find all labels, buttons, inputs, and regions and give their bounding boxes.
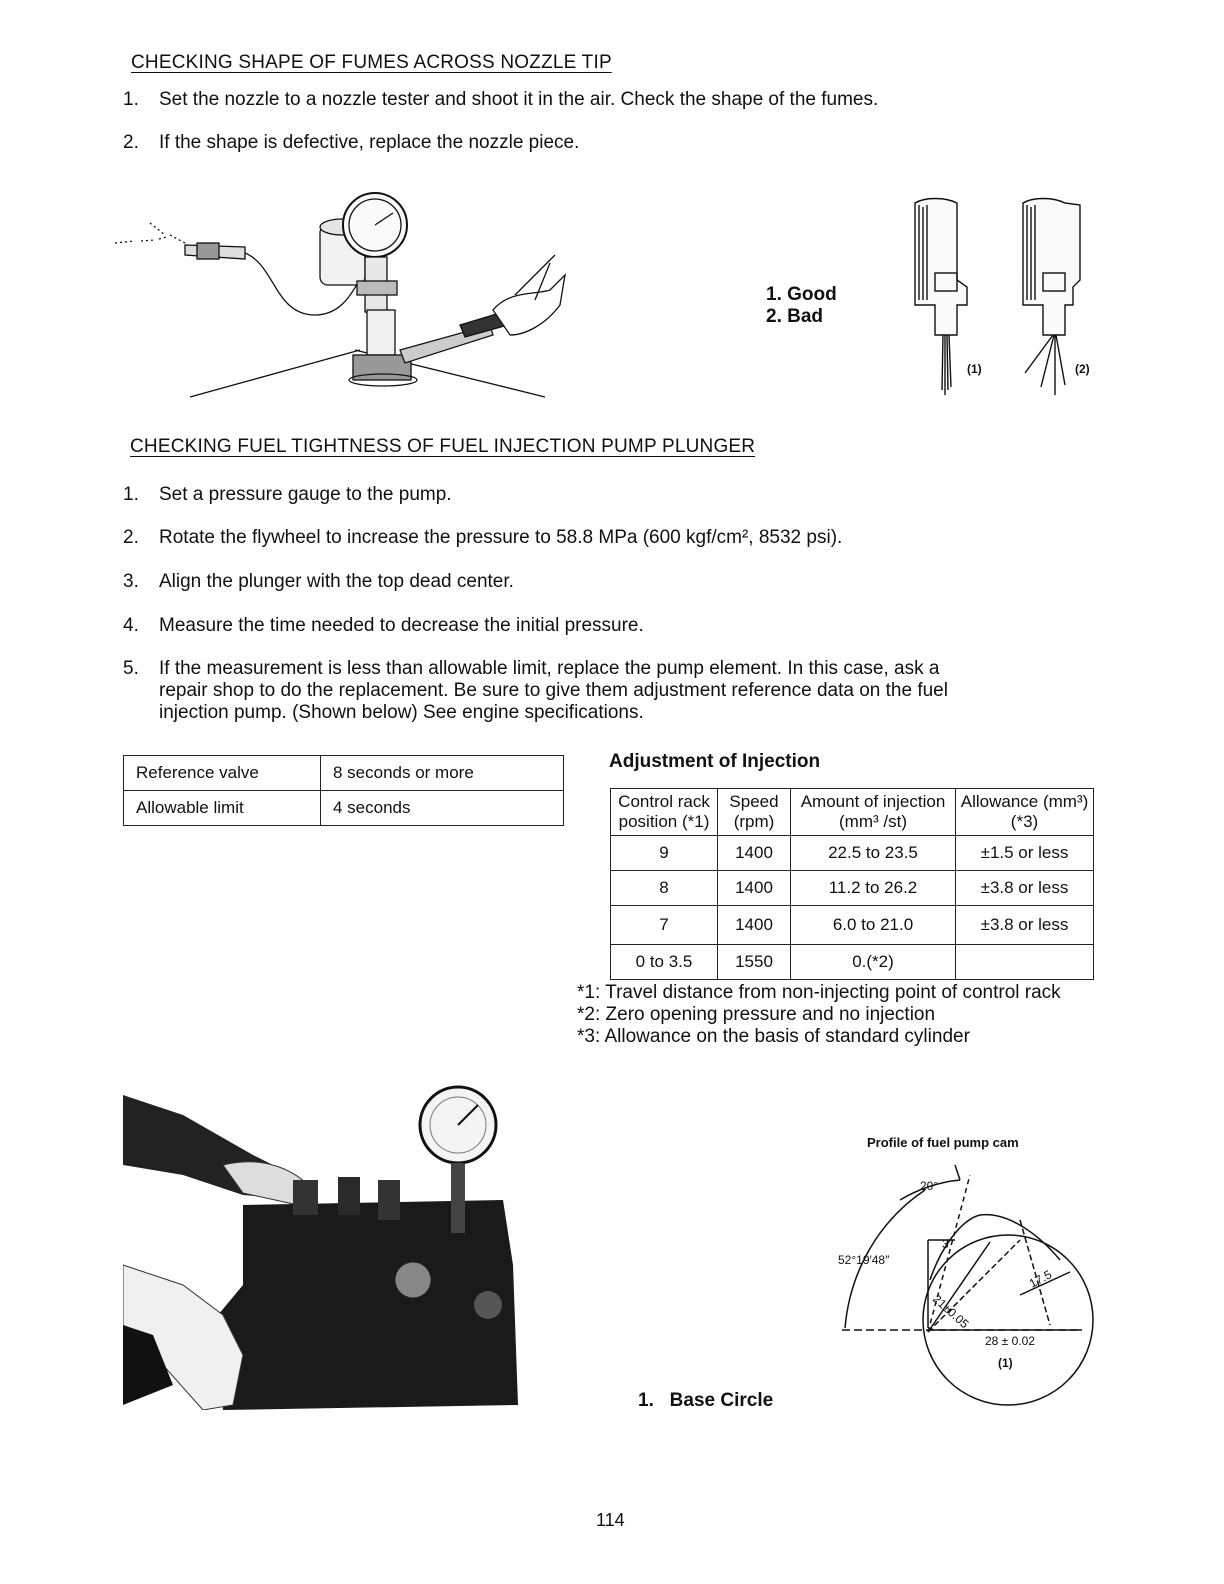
step-number: 1. bbox=[123, 89, 139, 110]
step-number: 1. bbox=[123, 484, 139, 505]
cam-dim-21: 21±0.05 bbox=[929, 1291, 972, 1332]
step-text: Rotate the flywheel to increase the pressure to 58.8 MPa (600 kgf/cm², 8532 psi). bbox=[159, 527, 843, 548]
step-number: 2. bbox=[123, 527, 139, 548]
step-number: 2. bbox=[123, 132, 139, 153]
table-cell: 7 bbox=[611, 906, 718, 945]
section2-heading: CHECKING FUEL TIGHTNESS OF FUEL INJECTION PUMP PLUNGER bbox=[130, 436, 756, 457]
section2-step-2 bbox=[123, 527, 1123, 551]
table-cell: 1400 bbox=[718, 836, 791, 871]
step-text: Set a pressure gauge to the pump. bbox=[159, 484, 452, 505]
section2-step-4 bbox=[123, 615, 1123, 639]
table-row bbox=[611, 836, 1094, 871]
table-cell: ±1.5 or less bbox=[956, 836, 1094, 871]
step-number: 5. bbox=[123, 658, 139, 679]
table-row bbox=[124, 791, 564, 826]
step-number: 3. bbox=[123, 571, 139, 592]
cam-dim-3: 3 bbox=[942, 1237, 949, 1251]
pump-pressure-gauge-photo bbox=[123, 1085, 523, 1410]
table-cell: 9 bbox=[611, 836, 718, 871]
injection-table bbox=[610, 788, 1094, 980]
cam-profile-diagram bbox=[830, 1160, 1100, 1415]
table-cell: 11.2 to 26.2 bbox=[791, 871, 956, 906]
table-row bbox=[611, 871, 1094, 906]
table-cell: 8 bbox=[611, 871, 718, 906]
step-text-line-1: If the measurement is less than allowable limit, replace the pump element. In this case, ask a bbox=[159, 658, 940, 679]
table-row bbox=[611, 945, 1094, 980]
injection-title: Adjustment of Injection bbox=[609, 751, 821, 772]
table-cell: 4 seconds bbox=[321, 791, 564, 826]
column-header: Control rack position (*1) bbox=[611, 789, 718, 836]
step-text: Align the plunger with the top dead center. bbox=[159, 571, 514, 592]
base-circle-caption: 1. Base Circle bbox=[638, 1390, 774, 1411]
section2-step-3 bbox=[123, 571, 1123, 595]
step-text-line-2: repair shop to do the replacement. Be sure to give them adjustment reference data on the fuel bbox=[159, 680, 948, 701]
table-cell: 8 seconds or more bbox=[321, 756, 564, 791]
cam-dim-17-5: 17.5 bbox=[1026, 1267, 1055, 1291]
legend-good: 1. Good bbox=[766, 284, 837, 305]
step-text: If the shape is defective, replace the nozzle piece. bbox=[159, 132, 580, 153]
footnote-1: *1: Travel distance from non-injecting point of control rack bbox=[577, 982, 1061, 1003]
section1-heading: CHECKING SHAPE OF FUMES ACROSS NOZZLE TIP bbox=[131, 52, 612, 73]
table-cell: 0 to 3.5 bbox=[611, 945, 718, 980]
table-cell: 6.0 to 21.0 bbox=[791, 906, 956, 945]
column-header: Amount of injection (mm³ /st) bbox=[791, 789, 956, 836]
table-cell: 1400 bbox=[718, 906, 791, 945]
reference-table bbox=[123, 755, 564, 826]
section1-step-1 bbox=[123, 89, 1123, 113]
table-header-row bbox=[611, 789, 1094, 836]
page-number: 114 bbox=[596, 1510, 625, 1530]
step-number: 4. bbox=[123, 615, 139, 636]
cam-dim-52: 52°19′48″ bbox=[838, 1253, 890, 1267]
column-header: Speed (rpm) bbox=[718, 789, 791, 836]
table-cell: Allowable limit bbox=[124, 791, 321, 826]
table-cell: 0.(*2) bbox=[791, 945, 956, 980]
table-cell: Reference valve bbox=[124, 756, 321, 791]
cam-dim-28: 28 ± 0.02 bbox=[985, 1334, 1035, 1348]
legend-bad: 2. Bad bbox=[766, 306, 824, 327]
table-cell: ±3.8 or less bbox=[956, 906, 1094, 945]
cam-title: Profile of fuel pump cam bbox=[867, 1135, 1019, 1150]
footnote-2: *2: Zero opening pressure and no injection bbox=[577, 1004, 936, 1025]
nozzle-label-1: (1) bbox=[967, 362, 982, 376]
table-row bbox=[124, 756, 564, 791]
table-cell: 1550 bbox=[718, 945, 791, 980]
column-header: Allowance (mm³) (*3) bbox=[956, 789, 1094, 836]
section2-step-1 bbox=[123, 484, 1123, 508]
step-text: Measure the time needed to decrease the initial pressure. bbox=[159, 615, 644, 636]
table-cell bbox=[956, 945, 1094, 980]
section2-step-5 bbox=[123, 658, 1123, 726]
nozzle-tester-illustration bbox=[115, 185, 575, 410]
cam-label-1: (1) bbox=[998, 1356, 1013, 1370]
step-text: Set the nozzle to a nozzle tester and shoot it in the air. Check the shape of the fumes. bbox=[159, 89, 879, 110]
nozzle-label-2: (2) bbox=[1075, 362, 1090, 376]
table-cell: 1400 bbox=[718, 871, 791, 906]
cam-dim-20: 20° bbox=[920, 1179, 939, 1193]
table-cell: 22.5 to 23.5 bbox=[791, 836, 956, 871]
step-text-line-3: injection pump. (Shown below) See engine specifications. bbox=[159, 702, 644, 723]
footnote-3: *3: Allowance on the basis of standard cylinder bbox=[577, 1026, 970, 1047]
table-cell: ±3.8 or less bbox=[956, 871, 1094, 906]
section1-step-2 bbox=[123, 132, 1123, 156]
table-row bbox=[611, 906, 1094, 945]
nozzle-spray-pattern-figure bbox=[905, 195, 1110, 400]
